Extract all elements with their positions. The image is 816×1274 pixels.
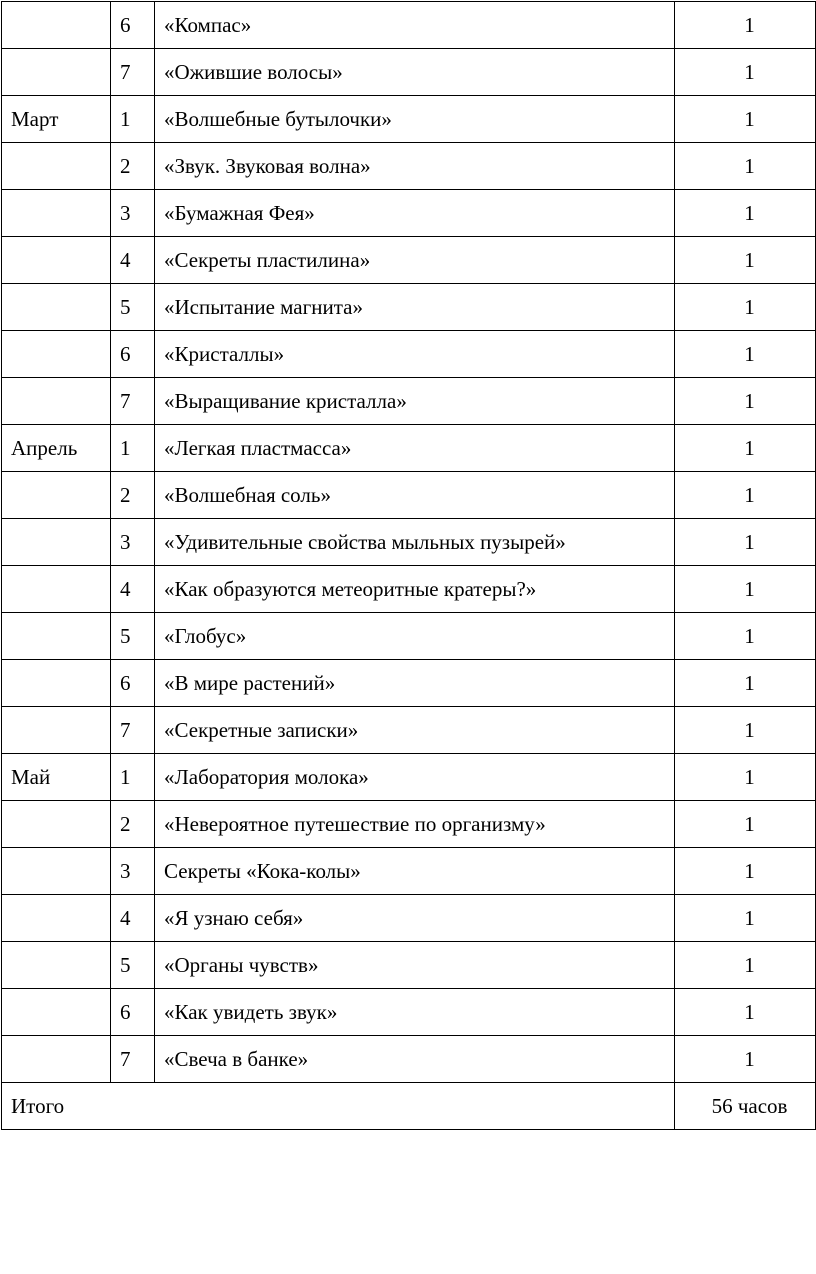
month-cell	[2, 190, 111, 237]
hours-cell: 1	[675, 519, 816, 566]
lesson-number-cell: 3	[111, 848, 155, 895]
table-row	[2, 49, 816, 96]
lesson-number-cell: 7	[111, 378, 155, 425]
lesson-number-cell: 2	[111, 801, 155, 848]
total-hours: 56 часов	[675, 1083, 816, 1130]
table-row	[2, 1036, 816, 1083]
lesson-number-cell: 6	[111, 989, 155, 1036]
month-cell	[2, 519, 111, 566]
hours-cell: 1	[675, 284, 816, 331]
total-row	[2, 1083, 816, 1130]
table-row	[2, 613, 816, 660]
month-cell	[2, 237, 111, 284]
total-label: Итого	[2, 1083, 675, 1130]
hours-cell: 1	[675, 942, 816, 989]
lesson-number-cell: 1	[111, 754, 155, 801]
month-cell	[2, 284, 111, 331]
topic-cell: «Как образуются метеоритные кратеры?»	[155, 566, 675, 613]
table-row	[2, 378, 816, 425]
lesson-number-cell: 6	[111, 660, 155, 707]
lesson-number-cell: 6	[111, 2, 155, 49]
topic-cell: «Лаборатория молока»	[155, 754, 675, 801]
hours-cell: 1	[675, 96, 816, 143]
topic-cell: «Легкая пластмасса»	[155, 425, 675, 472]
lesson-number-cell: 6	[111, 331, 155, 378]
month-cell	[2, 707, 111, 754]
table-row	[2, 143, 816, 190]
topic-cell: Секреты «Кока-колы»	[155, 848, 675, 895]
lesson-number-cell: 4	[111, 237, 155, 284]
month-cell	[2, 801, 111, 848]
lesson-number-cell: 1	[111, 425, 155, 472]
month-cell	[2, 331, 111, 378]
hours-cell: 1	[675, 660, 816, 707]
hours-cell: 1	[675, 754, 816, 801]
lesson-number-cell: 7	[111, 707, 155, 754]
topic-cell: «Невероятное путешествие по организму»	[155, 801, 675, 848]
hours-cell: 1	[675, 613, 816, 660]
hours-cell: 1	[675, 1036, 816, 1083]
topic-cell: «Компас»	[155, 2, 675, 49]
month-cell	[2, 848, 111, 895]
topic-cell: «Секретные записки»	[155, 707, 675, 754]
month-cell	[2, 472, 111, 519]
topic-cell: «Кристаллы»	[155, 331, 675, 378]
hours-cell: 1	[675, 2, 816, 49]
hours-cell: 1	[675, 989, 816, 1036]
hours-cell: 1	[675, 472, 816, 519]
hours-cell: 1	[675, 190, 816, 237]
month-cell	[2, 1036, 111, 1083]
lesson-plan-body	[2, 2, 816, 1130]
lesson-number-cell: 5	[111, 613, 155, 660]
month-cell	[2, 613, 111, 660]
hours-cell: 1	[675, 566, 816, 613]
hours-cell: 1	[675, 848, 816, 895]
lesson-number-cell: 4	[111, 566, 155, 613]
hours-cell: 1	[675, 425, 816, 472]
lesson-plan-table	[1, 1, 816, 1130]
table-row	[2, 331, 816, 378]
lesson-number-cell: 5	[111, 942, 155, 989]
topic-cell: «Выращивание кристалла»	[155, 378, 675, 425]
table-row	[2, 566, 816, 613]
lesson-number-cell: 2	[111, 143, 155, 190]
month-cell: Март	[2, 96, 111, 143]
topic-cell: «Ожившие волосы»	[155, 49, 675, 96]
table-row	[2, 895, 816, 942]
table-row	[2, 472, 816, 519]
hours-cell: 1	[675, 49, 816, 96]
hours-cell: 1	[675, 801, 816, 848]
month-cell	[2, 895, 111, 942]
hours-cell: 1	[675, 378, 816, 425]
month-cell	[2, 378, 111, 425]
lesson-number-cell: 5	[111, 284, 155, 331]
table-row	[2, 96, 816, 143]
topic-cell: «Испытание магнита»	[155, 284, 675, 331]
topic-cell: «Волшебная соль»	[155, 472, 675, 519]
month-cell	[2, 49, 111, 96]
hours-cell: 1	[675, 707, 816, 754]
topic-cell: «Удивительные свойства мыльных пузырей»	[155, 519, 675, 566]
topic-cell: «Бумажная Фея»	[155, 190, 675, 237]
lesson-number-cell: 4	[111, 895, 155, 942]
hours-cell: 1	[675, 895, 816, 942]
month-cell: Май	[2, 754, 111, 801]
table-row	[2, 707, 816, 754]
month-cell: Апрель	[2, 425, 111, 472]
hours-cell: 1	[675, 331, 816, 378]
month-cell	[2, 566, 111, 613]
topic-cell: «Звук. Звуковая волна»	[155, 143, 675, 190]
table-row	[2, 848, 816, 895]
table-row	[2, 660, 816, 707]
month-cell	[2, 143, 111, 190]
topic-cell: «Глобус»	[155, 613, 675, 660]
topic-cell: «Секреты пластилина»	[155, 237, 675, 284]
lesson-number-cell: 7	[111, 1036, 155, 1083]
table-row	[2, 519, 816, 566]
table-row	[2, 801, 816, 848]
table-row	[2, 754, 816, 801]
topic-cell: «В мире растений»	[155, 660, 675, 707]
month-cell	[2, 989, 111, 1036]
lesson-number-cell: 2	[111, 472, 155, 519]
table-row	[2, 284, 816, 331]
table-row	[2, 989, 816, 1036]
topic-cell: «Волшебные бутылочки»	[155, 96, 675, 143]
topic-cell: «Я узнаю себя»	[155, 895, 675, 942]
table-row	[2, 2, 816, 49]
hours-cell: 1	[675, 143, 816, 190]
table-row	[2, 237, 816, 284]
table-row	[2, 425, 816, 472]
topic-cell: «Органы чувств»	[155, 942, 675, 989]
month-cell	[2, 2, 111, 49]
lesson-number-cell: 1	[111, 96, 155, 143]
month-cell	[2, 660, 111, 707]
topic-cell: «Свеча в банке»	[155, 1036, 675, 1083]
table-row	[2, 942, 816, 989]
topic-cell: «Как увидеть звук»	[155, 989, 675, 1036]
table-row	[2, 190, 816, 237]
lesson-number-cell: 7	[111, 49, 155, 96]
lesson-number-cell: 3	[111, 190, 155, 237]
hours-cell: 1	[675, 237, 816, 284]
lesson-number-cell: 3	[111, 519, 155, 566]
month-cell	[2, 942, 111, 989]
